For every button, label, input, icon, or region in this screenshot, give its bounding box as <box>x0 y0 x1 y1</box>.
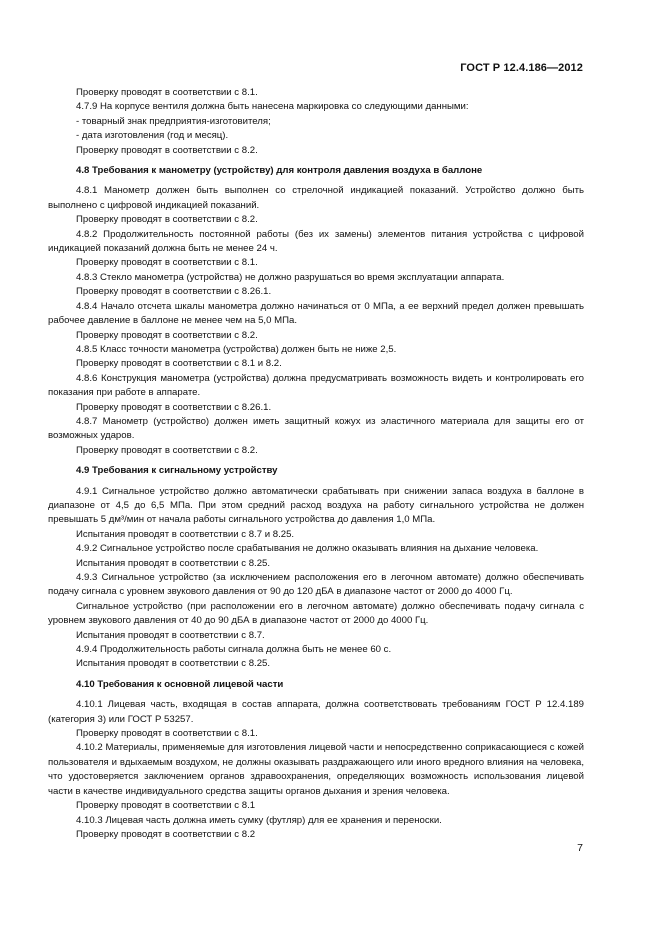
paragraph: Проверку проводят в соответствии с 8.2. <box>76 214 258 226</box>
list-item: - товарный знак предприятия-изготовителя; <box>76 115 271 127</box>
paragraph: Проверку проводят в соответствии с 8.2. <box>76 444 258 456</box>
clause-4-8-6: 4.8.6 Конструкция манометра (устройства) должна предусматривать возможность видеть и контролировать его показания при работе в аппарате. <box>48 372 584 399</box>
paragraph: Испытания проводят в соответствии с 8.25. <box>76 557 271 569</box>
paragraph: Испытания проводят в соответствии с 8.25. <box>76 658 271 670</box>
paragraph: Сигнальное устройство (при расположении его в легочном автомате) должно обеспечивать подачу сигнала с уровнем звукового давления от 40 до 90 дБА в диапазоне частот от 2000 до 4000 Гц. <box>48 600 584 627</box>
paragraph: Испытания проводят в соответствии с 8.7 и 8.25. <box>76 528 295 540</box>
clause-4-9-4: 4.9.4 Продолжительность работы сигнала должна быть не менее 60 с. <box>76 644 392 656</box>
clause-4-7-9: 4.7.9 На корпусе вентиля должна быть нанесена маркировка со следующими данными: <box>76 101 469 113</box>
paragraph: Проверку проводят в соответствии с 8.26.1. <box>76 286 272 298</box>
clause-4-8-7: 4.8.7 Манометр (устройство) должен иметь защитный кожух из эластичного материала для защиты его от возможных ударов. <box>48 415 584 442</box>
clause-4-10-1: 4.10.1 Лицевая часть, входящая в состав аппарата, должна соответствовать требованиям ГОСТ Р 12.4.189 (категория 3) или ГОСТ Р 53257. <box>48 699 584 725</box>
paragraph: Проверку проводят в соответствии с 8.1. <box>76 87 258 98</box>
section-heading-4-10: 4.10 Требования к основной лицевой части <box>76 678 284 690</box>
document-body <box>48 86 584 842</box>
paragraph: Проверку проводят в соответствии с 8.1. <box>76 728 258 740</box>
clause-4-10-3: 4.10.3 Лицевая часть должна иметь сумку (футляр) для ее хранения и переноски. <box>76 814 442 826</box>
clause-4-9-1: 4.9.1 Сигнальное устройство должно автоматически срабатывать при снижении запаса воздуха в баллоне в диапазоне от 4,5 до 6,5 МПа. При этом средний расход воздуха на работу сигнального устройства не должен превышать 5 дм³/мин от начала работы сигнального устройства до давления 1,0 МПа. <box>48 485 584 526</box>
clause-4-8-4: 4.8.4 Начало отсчета шкалы манометра должно начинаться от 0 МПа, а ее верхний предел должен превышать рабочее давление в баллоне не менее чем на 5,0 МПа. <box>48 300 584 327</box>
document-header: ГОСТ Р 12.4.186—2012 <box>460 62 583 74</box>
paragraph: Проверку проводят в соответствии с 8.2. <box>76 144 258 156</box>
paragraph: Проверку проводят в соответствии с 8.1 <box>76 800 256 812</box>
clause-4-9-2: 4.9.2 Сигнальное устройство после срабатывания не должно оказывать влияния на дыхание человека. <box>76 543 539 555</box>
clause-4-10-2: 4.10.2 Материалы, применяемые для изготовления лицевой части и непосредственно соприкасающиеся с кожей пользователя и вдыхаемым воздухом, не должны оказывать раздражающего или иного вредного влияния на человека, что удостоверяется заключением органов здравоохранения, определяющих возможность использования лицевой части в качестве индивидуального средства защиты органов дыхания и зрения человека. <box>48 742 584 797</box>
clause-4-9-3: 4.9.3 Сигнальное устройство (за исключением расположения его в легочном автомате) должно обеспечивать подачу сигнала с уровнем звукового давления от 90 до 120 дБА в диапазоне частот от 2000 до 4000 Гц. <box>48 572 584 598</box>
clause-4-8-5: 4.8.5 Класс точности манометра (устройства) должен быть не ниже 2,5. <box>76 343 397 355</box>
page-number: 7 <box>577 842 583 854</box>
clause-4-8-2: 4.8.2 Продолжительность постоянной работы (без их замены) элементов питания устройства с цифровой индикацией показаний должна быть не менее 24 ч. <box>48 228 584 255</box>
section-heading-4-9: 4.9 Требования к сигнальному устройству <box>76 465 278 477</box>
paragraph: Проверку проводят в соответствии с 8.1. <box>76 257 258 269</box>
section-heading-4-8: 4.8 Требования к манометру (устройству) для контроля давления воздуха в баллоне <box>76 165 483 177</box>
clause-4-8-3: 4.8.3 Стекло манометра (устройства) не должно разрушаться во время эксплуатации аппарата. <box>76 271 505 283</box>
paragraph: Проверку проводят в соответствии с 8.2. <box>76 329 258 341</box>
paragraph: Проверку проводят в соответствии с 8.26.1. <box>76 401 272 413</box>
paragraph: Проверку проводят в соответствии с 8.2 <box>76 828 256 840</box>
list-item: - дата изготовления (год и месяц). <box>76 130 229 142</box>
clause-4-8-1: 4.8.1 Манометр должен быть выполнен со стрелочной индикацией показаний. Устройство должно быть выполнено с цифровой индикацией показаний. <box>48 185 584 211</box>
paragraph: Проверку проводят в соответствии с 8.1 и 8.2. <box>76 358 282 370</box>
paragraph: Испытания проводят в соответствии с 8.7. <box>76 629 265 641</box>
